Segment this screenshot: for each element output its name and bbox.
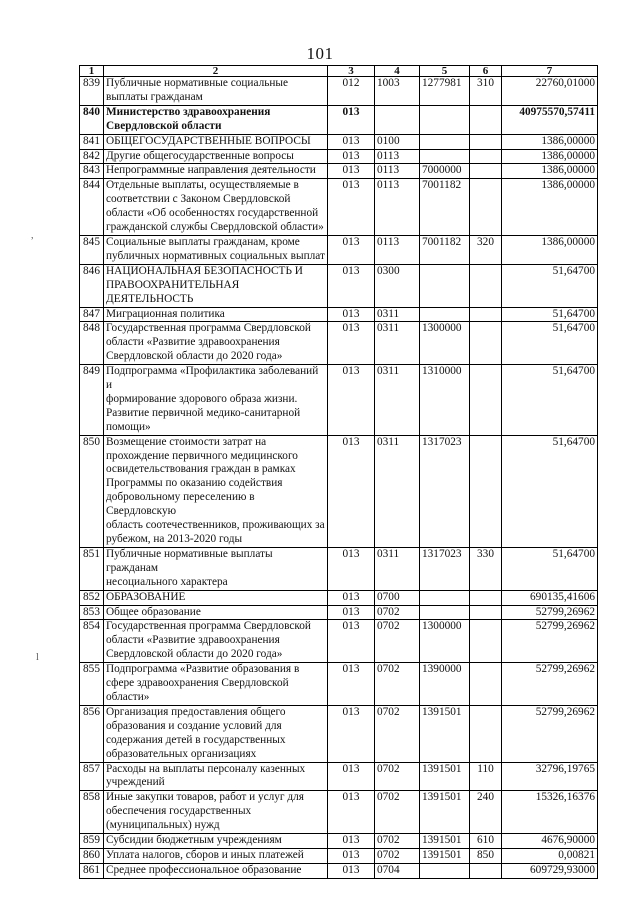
section-code: 0113 (375, 179, 420, 236)
table-row (80, 134, 598, 149)
description-line: Уплата налогов, сборов и иных платежей (106, 848, 304, 861)
amount: 52799,26962 (502, 605, 598, 620)
target-article-code (420, 307, 470, 322)
target-article-code (420, 605, 470, 620)
ministry-code: 013 (328, 264, 375, 307)
column-header: 4 (375, 66, 420, 77)
target-article-code (420, 264, 470, 307)
section-code: 0311 (375, 435, 420, 547)
description-line: Среднее профессиональное образование (106, 863, 302, 876)
target-article-code: 1391501 (420, 791, 470, 834)
row-description (104, 264, 328, 307)
ministry-code: 013 (328, 620, 375, 663)
table-row (80, 547, 598, 590)
table-row (80, 365, 598, 436)
row-description (104, 307, 328, 322)
table-row (80, 77, 598, 106)
row-number: 855 (80, 663, 104, 706)
section-code: 0311 (375, 322, 420, 365)
section-code: 0113 (375, 149, 420, 164)
description-line: рубежом, на 2013-2020 годы (106, 533, 243, 545)
description-line: гражданской службы Свердловской области» (106, 221, 324, 234)
target-article-code: 1317023 (420, 435, 470, 547)
row-number: 845 (80, 235, 104, 264)
description-line: НАЦИОНАЛЬНАЯ БЕЗОПАСНОСТЬ И (106, 264, 303, 277)
section-code: 0702 (375, 791, 420, 834)
section-code: 0704 (375, 863, 420, 878)
row-number: 856 (80, 705, 104, 762)
description-line: освидетельствования граждан в рамках (106, 463, 296, 476)
table-header-row (80, 66, 598, 77)
description-line: Свердловской области (106, 119, 222, 132)
amount: 40975570,57411 (502, 105, 598, 134)
row-description (104, 322, 328, 365)
budget-table (79, 65, 598, 879)
description-line: Расходы на выплаты персоналу казенных (106, 762, 306, 775)
description-line: Субсидии бюджетным учреждениям (106, 834, 282, 847)
target-article-code (420, 863, 470, 878)
table-row (80, 322, 598, 365)
section-code: 0702 (375, 834, 420, 849)
description-line: учреждений (106, 776, 165, 789)
section-code: 0702 (375, 620, 420, 663)
description-line: Государственная программа Свердловской (106, 322, 311, 335)
column-header: 6 (470, 66, 502, 77)
expense-type-code (470, 179, 502, 236)
column-header: 5 (420, 66, 470, 77)
amount: 51,64700 (502, 322, 598, 365)
target-article-code: 7001182 (420, 179, 470, 236)
row-description (104, 705, 328, 762)
ministry-code: 013 (328, 435, 375, 547)
row-number: 858 (80, 791, 104, 834)
row-description (104, 235, 328, 264)
table-row (80, 235, 598, 264)
row-description (104, 134, 328, 149)
expense-type-code (470, 590, 502, 605)
amount: 52799,26962 (502, 620, 598, 663)
amount: 22760,01000 (502, 77, 598, 106)
expense-type-code (470, 134, 502, 149)
target-article-code (420, 105, 470, 134)
target-article-code: 1391501 (420, 705, 470, 762)
row-number: 843 (80, 164, 104, 179)
expense-type-code (470, 705, 502, 762)
amount: 1386,00000 (502, 149, 598, 164)
description-line: ПРАВООХРАНИТЕЛЬНАЯ (106, 278, 240, 291)
description-line: образования и создание условий для (106, 719, 282, 732)
row-number: 846 (80, 264, 104, 307)
ministry-code: 013 (328, 105, 375, 134)
table-row (80, 663, 598, 706)
section-code: 0702 (375, 605, 420, 620)
expense-type-code (470, 365, 502, 436)
ministry-code: 013 (328, 863, 375, 878)
table-row (80, 264, 598, 307)
target-article-code: 1390000 (420, 663, 470, 706)
amount: 4676,90000 (502, 834, 598, 849)
section-code: 0311 (375, 307, 420, 322)
margin-mark: , (31, 230, 34, 241)
row-number: 849 (80, 365, 104, 436)
row-number: 841 (80, 134, 104, 149)
ministry-code: 013 (328, 134, 375, 149)
amount: 52799,26962 (502, 663, 598, 706)
amount: 52799,26962 (502, 705, 598, 762)
section-code: 0113 (375, 235, 420, 264)
section-code: 0702 (375, 848, 420, 863)
table-row (80, 620, 598, 663)
table-row (80, 834, 598, 849)
table-row (80, 791, 598, 834)
description-line: Другие общегосударственные вопросы (106, 149, 294, 162)
row-description (104, 791, 328, 834)
amount: 51,64700 (502, 307, 598, 322)
description-line: добровольному переселению в Свердловскую (106, 491, 255, 518)
description-line: Министерство здравоохранения (106, 105, 271, 118)
row-description (104, 435, 328, 547)
description-line: формирование здорового образа жизни. (106, 392, 298, 405)
description-line: Непрограммные направления деятельности (106, 164, 316, 177)
target-article-code: 1300000 (420, 322, 470, 365)
description-line: ОБРАЗОВАНИЕ (106, 590, 186, 603)
description-line: области «Развитие здравоохранения (106, 336, 280, 349)
section-code: 0300 (375, 264, 420, 307)
row-description (104, 105, 328, 134)
row-number: 852 (80, 590, 104, 605)
ministry-code: 013 (328, 762, 375, 791)
row-number: 840 (80, 105, 104, 134)
table-row (80, 179, 598, 236)
target-article-code (420, 134, 470, 149)
description-line: соответствии с Законом Свердловской (106, 193, 291, 206)
section-code: 0311 (375, 365, 420, 436)
expense-type-code (470, 322, 502, 365)
expense-type-code (470, 307, 502, 322)
row-number: 859 (80, 834, 104, 849)
section-code: 0311 (375, 547, 420, 590)
section-code: 0702 (375, 705, 420, 762)
target-article-code: 7001182 (420, 235, 470, 264)
row-number: 839 (80, 77, 104, 106)
description-line: области «Развитие здравоохранения (106, 634, 280, 647)
ministry-code: 013 (328, 705, 375, 762)
section-code: 0113 (375, 164, 420, 179)
description-line: несоциального характера (106, 575, 228, 588)
section-code (375, 105, 420, 134)
expense-type-code (470, 164, 502, 179)
ministry-code: 013 (328, 307, 375, 322)
expense-type-code: 310 (470, 77, 502, 106)
target-article-code: 1391501 (420, 762, 470, 791)
amount: 690135,41606 (502, 590, 598, 605)
target-article-code (420, 149, 470, 164)
description-line: Свердловской области до 2020 года» (106, 350, 283, 363)
expense-type-code: 850 (470, 848, 502, 863)
description-line: Публичные нормативные социальные (106, 77, 289, 89)
row-description (104, 164, 328, 179)
section-code: 0100 (375, 134, 420, 149)
row-description (104, 663, 328, 706)
row-description (104, 762, 328, 791)
table-row (80, 762, 598, 791)
section-code: 0702 (375, 762, 420, 791)
section-code: 0700 (375, 590, 420, 605)
row-number: 844 (80, 179, 104, 236)
amount: 51,64700 (502, 547, 598, 590)
description-line: Публичные нормативные выплаты гражданам (106, 547, 273, 574)
ministry-code: 013 (328, 164, 375, 179)
row-description (104, 77, 328, 106)
description-line: Развитие первичной медико-санитарной (106, 406, 301, 419)
target-article-code: 1277981 (420, 77, 470, 106)
expense-type-code (470, 149, 502, 164)
description-line: Организация предоставления общего (106, 705, 286, 718)
description-line: области «Об особенностях государственной (106, 207, 319, 220)
expense-type-code: 320 (470, 235, 502, 264)
table-row (80, 307, 598, 322)
column-header: 3 (328, 66, 375, 77)
description-line: публичных нормативных социальных выплат (106, 249, 325, 262)
description-line: выплаты гражданам (106, 90, 203, 103)
row-description (104, 863, 328, 878)
description-line: содержания детей в государственных (106, 733, 286, 746)
ministry-code: 012 (328, 77, 375, 106)
ministry-code: 013 (328, 322, 375, 365)
expense-type-code (470, 620, 502, 663)
description-line: Отдельные выплаты, осуществляемые в (106, 179, 299, 192)
ministry-code: 013 (328, 605, 375, 620)
margin-mark: l (36, 652, 39, 663)
column-header: 1 (80, 66, 104, 77)
ministry-code: 013 (328, 547, 375, 590)
row-number: 854 (80, 620, 104, 663)
table-row (80, 705, 598, 762)
row-description (104, 149, 328, 164)
row-description (104, 605, 328, 620)
expense-type-code (470, 605, 502, 620)
expense-type-code (470, 663, 502, 706)
target-article-code: 1300000 (420, 620, 470, 663)
description-line: Иные закупки товаров, работ и услуг для (106, 791, 304, 804)
amount: 1386,00000 (502, 134, 598, 149)
row-number: 860 (80, 848, 104, 863)
description-line: Подпрограмма «Профилактика заболеваний и (106, 365, 319, 392)
amount: 51,64700 (502, 435, 598, 547)
column-header: 2 (104, 66, 328, 77)
description-line: Подпрограмма «Развитие образования в (106, 663, 300, 676)
description-line: ОБЩЕГОСУДАРСТВЕННЫЕ ВОПРОСЫ (106, 134, 311, 147)
table-row (80, 605, 598, 620)
column-header: 7 (502, 66, 598, 77)
description-line: обеспечения государственных (106, 805, 252, 818)
table-row (80, 590, 598, 605)
expense-type-code: 610 (470, 834, 502, 849)
amount: 1386,00000 (502, 164, 598, 179)
expense-type-code (470, 863, 502, 878)
row-description (104, 365, 328, 436)
row-number: 850 (80, 435, 104, 547)
description-line: области» (106, 690, 150, 703)
target-article-code: 1391501 (420, 834, 470, 849)
amount: 51,64700 (502, 365, 598, 436)
amount: 15326,16376 (502, 791, 598, 834)
table-row (80, 863, 598, 878)
section-code: 1003 (375, 77, 420, 106)
row-number: 861 (80, 863, 104, 878)
table-row (80, 848, 598, 863)
description-line: Программы по оказанию содействия (106, 477, 283, 490)
target-article-code (420, 590, 470, 605)
row-description (104, 590, 328, 605)
amount: 1386,00000 (502, 235, 598, 264)
description-line: сфере здравоохранения Свердловской (106, 677, 289, 690)
description-line: Возмещение стоимости затрат на (106, 435, 267, 448)
description-line: Социальные выплаты гражданам, кроме (106, 235, 300, 248)
row-description (104, 848, 328, 863)
ministry-code: 013 (328, 590, 375, 605)
row-number: 853 (80, 605, 104, 620)
amount: 1386,00000 (502, 179, 598, 236)
description-line: ДЕЯТЕЛЬНОСТЬ (106, 292, 194, 305)
target-article-code: 7000000 (420, 164, 470, 179)
ministry-code: 013 (328, 149, 375, 164)
table-row (80, 164, 598, 179)
row-number: 851 (80, 547, 104, 590)
description-line: помощи» (106, 420, 151, 433)
ministry-code: 013 (328, 848, 375, 863)
row-description (104, 620, 328, 663)
amount: 51,64700 (502, 264, 598, 307)
expense-type-code (470, 105, 502, 134)
expense-type-code: 110 (470, 762, 502, 791)
description-line: (муниципальных) нужд (106, 819, 220, 832)
expense-type-code: 330 (470, 547, 502, 590)
ministry-code: 013 (328, 235, 375, 264)
expense-type-code (470, 264, 502, 307)
description-line: Миграционная политика (106, 307, 225, 320)
table-row (80, 105, 598, 134)
description-line: Свердловской области до 2020 года» (106, 648, 283, 661)
expense-type-code: 240 (470, 791, 502, 834)
page-number: 101 (306, 44, 334, 63)
table-row (80, 149, 598, 164)
description-line: Общее образование (106, 605, 201, 618)
row-description (104, 834, 328, 849)
table-row (80, 435, 598, 547)
ministry-code: 013 (328, 179, 375, 236)
row-number: 857 (80, 762, 104, 791)
row-number: 847 (80, 307, 104, 322)
row-number: 848 (80, 322, 104, 365)
target-article-code: 1310000 (420, 365, 470, 436)
amount: 32796,19765 (502, 762, 598, 791)
ministry-code: 013 (328, 663, 375, 706)
description-line: прохождение первичного медицинского (106, 449, 298, 462)
description-line: образовательных организациях (106, 747, 257, 760)
description-line: Государственная программа Свердловской (106, 620, 311, 633)
description-line: область соотечественников, проживающих за (106, 519, 325, 532)
ministry-code: 013 (328, 834, 375, 849)
row-number: 842 (80, 149, 104, 164)
ministry-code: 013 (328, 365, 375, 436)
target-article-code: 1317023 (420, 547, 470, 590)
row-description (104, 547, 328, 590)
row-description (104, 179, 328, 236)
expense-type-code (470, 435, 502, 547)
amount: 609729,93000 (502, 863, 598, 878)
amount: 0,00821 (502, 848, 598, 863)
target-article-code: 1391501 (420, 848, 470, 863)
ministry-code: 013 (328, 791, 375, 834)
section-code: 0702 (375, 663, 420, 706)
